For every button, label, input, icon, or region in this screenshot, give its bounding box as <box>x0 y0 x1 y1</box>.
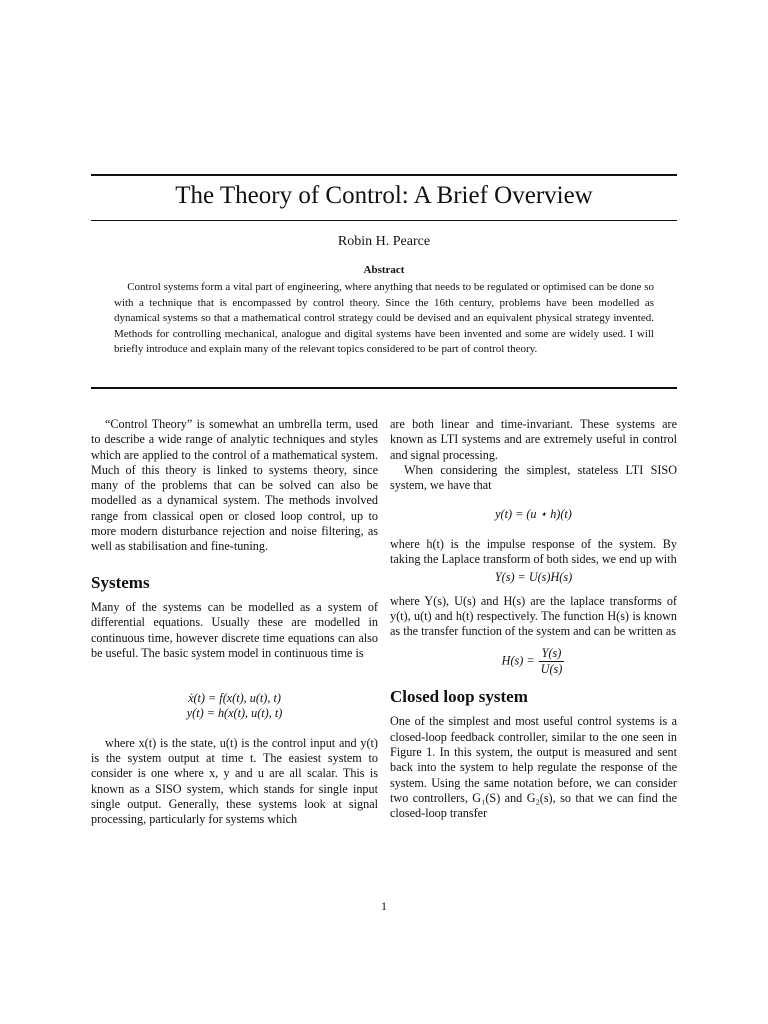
stateless-paragraph: When considering the simplest, stateless LTI SISO system, we have that <box>390 462 677 493</box>
transfer-fraction <box>538 646 566 678</box>
state-equation: ẋ(t) = f(x(t), u(t), t) <box>188 691 281 706</box>
impulse-paragraph: where h(t) is the impulse response of the system. By taking the Laplace transform of both sides, we end up with <box>390 536 677 567</box>
paper-title: The Theory of Control: A Brief Overview <box>175 182 593 209</box>
title-bottom-rule <box>91 220 677 221</box>
intro-paragraph: “Control Theory” is somewhat an umbrella term, used to describe a wide range of analytic techniques and styles which are applied to the control of a mathematical system. Much of this theory is linked to systems theory, since many of the problems that can be solved can also be modelled as a dynamical system. The methods involved range from classical open or closed loop control, up to more modern disturbance rejection and noise filtering, as well as stabilisation and fine-tuning. <box>91 417 378 554</box>
systems-paragraph-1: Many of the systems can be modelled as a system of differential equations. Usually these are modelled in continuous time, however discrete time equations can also be useful. The basic system model in continuous time is <box>91 599 378 660</box>
fraction-denominator: U(s) <box>540 661 563 676</box>
transfer-paragraph: where Y(s), U(s) and H(s) are the laplace transforms of y(t), u(t) and h(t) respectively. The function H(s) is known as the transfer function of the system and can be written as <box>390 593 677 639</box>
right-column <box>390 417 677 822</box>
abstract-text: Control systems form a vital part of engineering, where anything that needs to be regulated or optimised can be done so with a technique that is encompassed by control theory. Since the 16th century, problems have been modelled as dynamical systems so that a mathematical control strategy could be devised and an equivalent physical strategy invented. Methods for controlling mechanical, analogue and digital systems have been invented and some are widely used. I will briefly introduce and explain many of the relevant topics considered to be part of control theory. <box>114 281 654 355</box>
page-number: 1 <box>381 899 387 913</box>
closed-loop-paragraph: One of the simplest and most useful control systems is a closed-loop feedback controller, similar to the one seen in Figure 1. In this system, the output is measured and sent back into the system to help regulate the response of the system. Using the same notation before, we can consider two controllers, G₁(S) and G₂(s), so that we can find the closed-loop transfer <box>390 714 677 821</box>
abstract-bottom-rule <box>91 387 677 389</box>
output-equation: y(t) = h(x(t), u(t), t) <box>186 706 283 721</box>
transfer-lhs: H(s) = <box>501 653 535 668</box>
system-equations <box>91 691 378 722</box>
section-heading-closed-loop: Closed loop system <box>390 687 528 707</box>
convolution-equation: y(t) = (u ⋆ h)(t) <box>495 507 572 522</box>
fraction-numerator: Y(s) <box>539 646 565 662</box>
top-rule <box>91 174 677 176</box>
systems-paragraph-2: where x(t) is the state, u(t) is the control input and y(t) is the system output at time t. The easiest system to consider is one where x, y and u are all scalar. This is known as a SISO system, which stands for single input single output. Generally, these systems look at signal processing, particularly for systems which <box>91 735 378 827</box>
transfer-function-equation <box>390 646 677 678</box>
abstract-heading: Abstract <box>363 264 405 276</box>
left-column <box>91 417 378 828</box>
author: Robin H. Pearce <box>337 234 431 249</box>
section-heading-systems: Systems <box>91 572 150 592</box>
lti-paragraph: are both linear and time-invariant. These systems are known as LTI systems and are extremely useful in control and signal processing. <box>390 417 677 462</box>
laplace-equation: Y(s) = U(s)H(s) <box>494 570 573 585</box>
